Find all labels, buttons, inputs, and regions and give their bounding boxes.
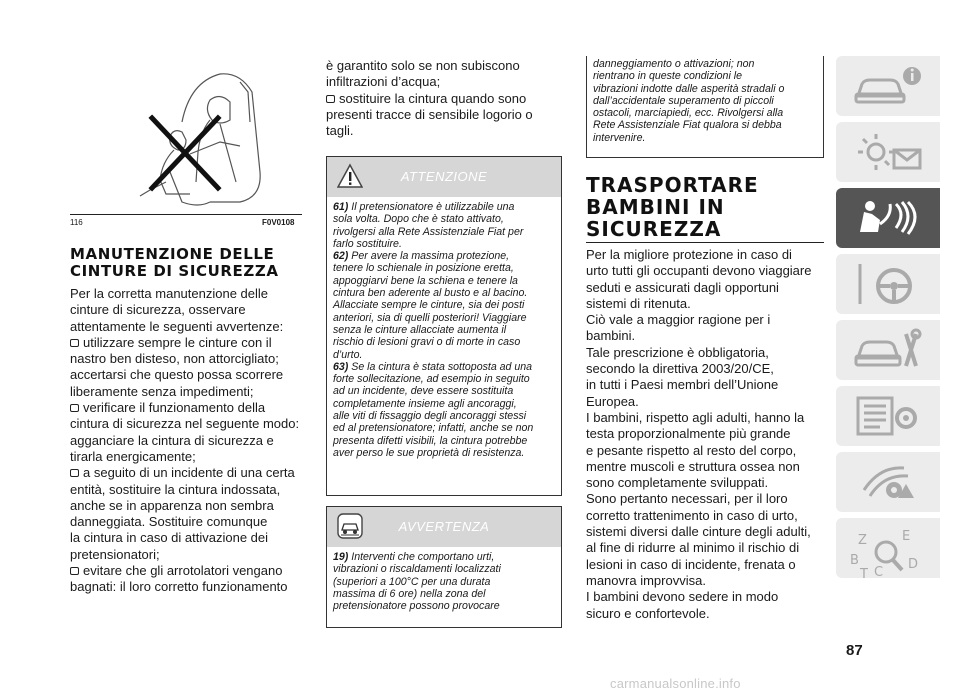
- section-title-trasportare: TRASPORTARE BAMBINI IN SICUREZZA: [586, 173, 759, 241]
- column-1: [70, 246, 302, 596]
- index-letter: C: [874, 565, 884, 580]
- attenzione-body: 61) Il pretensionatore è utilizzabile una sola volta. Dopo che è stato attivato, rivolgersi alla Rete Assistenziale Fiat per farlo sostituire. 62) Per avere la massima protezione, tenere lo schienale in posizione eretta, appoggiarvi bene la schiena e tenere la cintura ben aderente al busto e al bacino. Allacciate sempre le cinture, sia dei posti anteriori, sia di quelli posteriori! Viaggiare senza le cinture allacciate aumenta il rischio di lesioni gravi o di morte in caso d’urto. 63) Se la cintura è stata sottoposta ad una forte sollecitazione, ad esempio in seguito ad un incidente, deve essere sostituita completamente insieme agli ancoraggi, alle viti di fissaggio degli ancoraggi stessi ed al pretensionatore; infatti, anche se non presenta difetti visibili, la cintura potrebbe aver perso le sue proprietà di resistenza.: [333, 201, 534, 459]
- bullet-item: a seguito di un incidente di una certa entità, sostituire la cintura indossata, anche se in apparenza non sembra danneggiata. Sostituire comunque la cintura in caso di attivazione dei pretensionatori;: [70, 465, 295, 562]
- paragraph: Per la migliore protezione in caso di urto tutti gli occupanti devono viaggiare seduti e assicurati dagli opportuni sistemi di ritenuta.: [586, 247, 812, 311]
- bullet-icon: [70, 567, 79, 575]
- warning-lights-icon: [850, 128, 930, 176]
- multimedia-icon: [850, 458, 930, 506]
- bullet-item: evitare che gli arrotolatori vengano bagnati: il loro corretto funzionamento: [70, 563, 288, 595]
- figure-number: 116: [70, 218, 83, 227]
- bullet-icon: [70, 339, 79, 347]
- airbag-safety-icon: [850, 194, 930, 242]
- paragraph: Sono pertanto necessari, per il loro corretto trattenimento in caso di urto, sistemi diversi dalle cinture degli adulti, al fine di ridurre al minimo il rischio di lesioni in caso di incidente, frenata o manovra improvvisa.: [586, 491, 811, 588]
- intro-paragraph: Per la corretta manutenzione delle cinture di sicurezza, osservare attentamente le seguenti avvertenze:: [70, 286, 284, 334]
- sidebar-tab-index[interactable]: [836, 518, 940, 582]
- sidebar-tab-driving[interactable]: [836, 254, 940, 314]
- section-title-manutenzione: MANUTENZIONE DELLE CINTURE DI SICUREZZA: [70, 245, 279, 280]
- child-seat-illustration: [70, 62, 302, 210]
- sidebar-tab-maintenance[interactable]: [836, 386, 940, 446]
- bullet-item: verificare il funzionamento della cintura di sicurezza nel seguente modo: agganciare la cintura di sicurezza e tirarla energicamente;: [70, 400, 300, 464]
- index-letters-icon: [850, 524, 930, 584]
- sidebar-tab-warning-lights[interactable]: [836, 122, 940, 182]
- continued-paragraph: è garantito solo se non subiscono infiltrazioni d’acqua;: [326, 58, 520, 90]
- sidebar-tab-safety[interactable]: [836, 188, 940, 248]
- paragraph: Tale prescrizione è obbligatoria, secondo la direttiva 2003/20/CE, in tutti i Paesi membri dell’Unione Europea.: [586, 344, 779, 409]
- avvertenza-body: 19) Interventi che comportano urti, vibrazioni o riscaldamenti localizzati (superiori a 100°C per una durata massima di 6 ore) nella zona del pretensionatore possono provocare: [333, 551, 501, 613]
- bullet-item: utilizzare sempre le cinture con il nastro ben disteso, non attorcigliato; accertarsi che questo possa scorrere liberamente senza impedimenti;: [70, 334, 284, 399]
- attenzione-header: [327, 157, 561, 197]
- sidebar-tab-emergency[interactable]: [836, 320, 940, 380]
- index-letter: B: [850, 553, 859, 568]
- bullet-icon: [70, 404, 79, 412]
- paragraph: I bambini, rispetto agli adulti, hanno la testa proporzionalmente più grande e pesante rispetto al resto del corpo, mentre muscoli e struttura ossea non sono completamente sviluppati.: [586, 409, 805, 491]
- bullet-item: sostituire la cintura quando sono presenti tracce di sensibile logorio o tagli.: [326, 90, 533, 139]
- title-rule: [586, 242, 824, 243]
- avvertenza-continued: danneggiamento o attivazioni; non rientrano in queste condizioni le vibrazioni indotte dalle asperità stradali o dall’accidentale superamento di piccoli ostacoli, marciapiedi, ecc. Rivolgersi alla Rete Assistenziale Fiat qualora si debba intervenire.: [586, 56, 824, 158]
- avvertenza-header: [327, 507, 561, 547]
- figure-rule: [70, 214, 302, 215]
- steering-wheel-icon: [850, 260, 930, 308]
- car-tools-icon: [850, 326, 930, 374]
- page-number: 87: [846, 642, 863, 659]
- attenzione-title: ATTENZIONE: [400, 169, 488, 184]
- sidebar-tab-multimedia[interactable]: [836, 452, 940, 512]
- column-3: [586, 174, 824, 622]
- index-letter: Z: [858, 533, 867, 548]
- column-2: [326, 58, 562, 139]
- figure-code: F0V0108: [262, 218, 295, 227]
- index-letter: T: [860, 567, 868, 582]
- bullet-icon: [70, 469, 79, 477]
- car-info-icon: [850, 62, 930, 110]
- paragraph: Ciò vale a maggior ragione per i bambini.: [586, 312, 771, 344]
- specs-gear-icon: [850, 392, 930, 440]
- paragraph: I bambini devono sedere in modo sicuro e confortevole.: [586, 589, 779, 621]
- bullet-icon: [326, 95, 335, 103]
- avvertenza-title: AVVERTENZA: [398, 519, 490, 534]
- avvertenza-callout: [326, 506, 562, 628]
- watermark: carmanualsonline.info: [610, 676, 741, 691]
- index-letter: D: [908, 557, 919, 572]
- sidebar-tab-car-info[interactable]: [836, 56, 940, 116]
- attenzione-callout: [326, 156, 562, 496]
- index-letter: E: [902, 529, 911, 544]
